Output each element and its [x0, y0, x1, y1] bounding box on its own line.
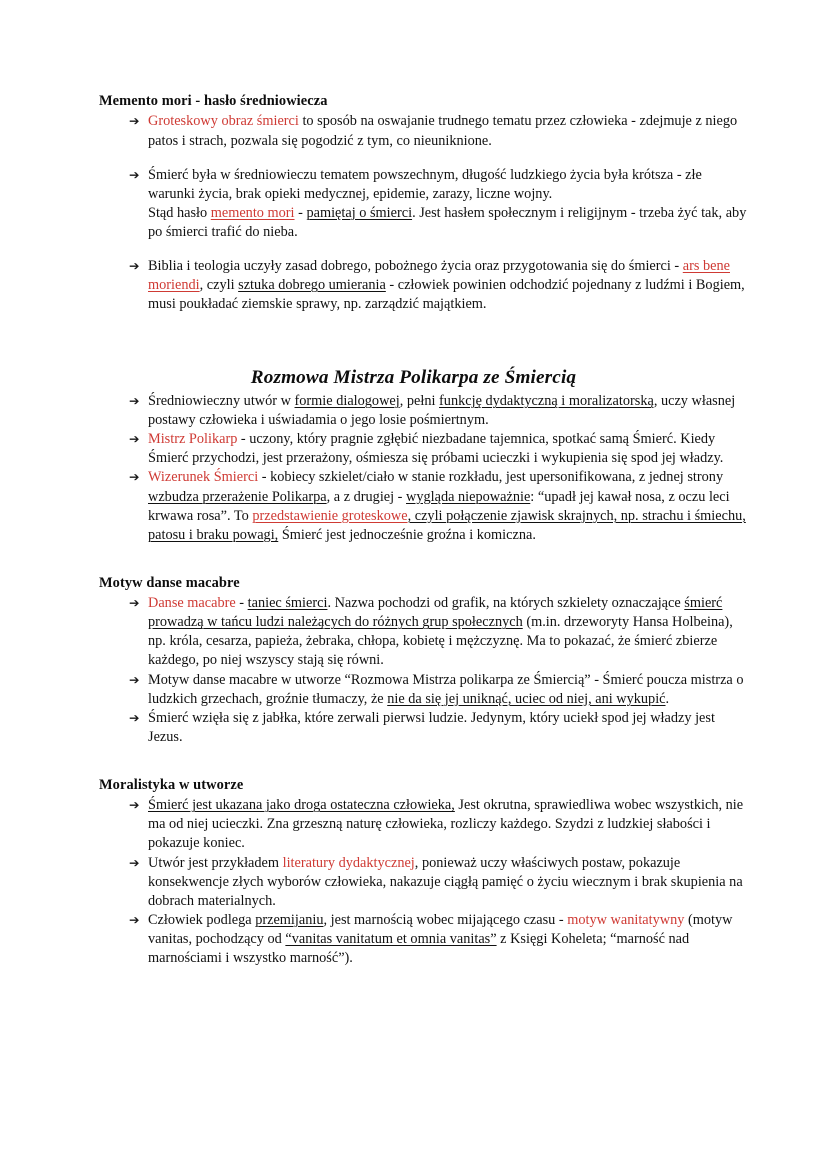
list-item — [99, 468, 750, 544]
list-item — [99, 430, 750, 468]
text-run: Stąd hasło — [148, 204, 211, 221]
arrow-bullet-icon: ➔ — [129, 595, 140, 611]
arrow-bullet-icon: ➔ — [129, 257, 140, 273]
list-item-text — [148, 469, 746, 542]
text-run: to sposób na oswajanie trudnego tematu przez człowieka - zdejmuje z niego patos i strach, pozwala się pogodzić z tym, co nieuniknione. — [148, 113, 738, 149]
text-run: Jest okrutna, sprawiedliwa wobec wszystkich, nie ma od niej ucieczki. Zna grzeszną naturę człowieka, rozliczy każdego. Szydzi z ludzkiej słabości i pokazuje koniec. — [148, 797, 744, 852]
text-run: Człowiek podlega — [148, 911, 256, 928]
text-run-highlight-underline: przedstawienie groteskowe — [252, 507, 408, 524]
list-item — [99, 392, 750, 430]
list-item-text — [148, 797, 743, 851]
list-item-text — [148, 113, 737, 148]
text-run: Śmierć jest jednocześnie groźna i komiczna. — [278, 526, 536, 543]
text-run: Biblia i teologia uczyły zasad dobrego, pobożnego życia oraz przygotowania się do śmierci - — [148, 257, 683, 274]
text-run-underline: taniec śmierci — [247, 595, 328, 612]
text-run: , ponieważ uczy właściwych postaw, pokazuje konsekwencje złych wyborów człowieka, nakazuje ciągłą pamięć o życiu wiecznym i brak skupienia na dobrach materialnych. — [148, 854, 743, 909]
text-run-underline: “vanitas vanitatum et omnia vanitas” — [285, 930, 497, 947]
text-run-highlight-underline: ars bene moriendi — [148, 257, 730, 293]
section-spacer — [99, 545, 750, 574]
section-spacer — [99, 747, 750, 776]
text-run-underline: przemijaniu — [255, 911, 324, 928]
arrow-bullet-icon: ➔ — [129, 393, 140, 409]
arrow-bullet-icon: ➔ — [129, 797, 140, 813]
text-run: Utwór jest przykładem — [148, 854, 283, 871]
arrow-bullet-icon: ➔ — [129, 166, 140, 182]
list-item — [99, 911, 750, 968]
text-run: Śmierć wzięła się z jabłka, które zerwali pierwsi ludzie. Jedynym, który uciekł spod jej władzy jest Jezus. — [148, 709, 715, 745]
text-run-underline: nie da się jej uniknąć, uciec od niej, ani wykupić — [387, 690, 666, 707]
text-run-highlight: literatury dydaktycznej — [282, 854, 415, 871]
bullet-list-moralistyka — [99, 796, 750, 968]
arrow-bullet-icon: ➔ — [129, 911, 140, 927]
section-heading-moralistyka: Moralistyka w utworze — [99, 776, 244, 793]
text-run-underline: wzbudza przerażenie Polikarpa — [148, 488, 327, 505]
arrow-bullet-icon: ➔ — [129, 671, 140, 687]
list-item — [99, 112, 750, 150]
text-run: : “upadł jej kawał nosa, z oczu leci krwawa rosa”. To — [148, 488, 730, 524]
text-run: Śmierć była w średniowieczu tematem powszechnym, długość ludzkiego życia była krótsza - złe warunki życia, brak opieki medycznej, epidemie, zarazy, liczne wojny. — [148, 166, 702, 202]
text-run-underline: , czyli połączenie zjawisk skrajnych, np. strachu i śmiechu, patosu i braku powagi, — [148, 507, 746, 543]
text-run: - człowiek powinien odchodzić pojednany z ludźmi i Bogiem, musi poukładać ziemskie sprawy, np. zarządzić majątkiem. — [148, 276, 745, 313]
list-item — [99, 854, 750, 911]
text-run-highlight: motyw wanitatywny — [567, 911, 685, 928]
text-run: , uczy własnej postawy człowieka i uświadamia o jego losie pośmiertnym. — [148, 393, 736, 429]
list-item — [99, 709, 750, 747]
text-run-underline: Śmierć jest ukazana jako droga ostateczna człowieka, — [148, 797, 455, 814]
list-item-text — [148, 912, 732, 966]
list-item-text — [148, 167, 746, 240]
list-item-text — [148, 855, 743, 909]
text-run: - — [294, 204, 307, 221]
text-run: . Nazwa pochodzi od grafik, na których szkielety oznaczające — [327, 595, 685, 612]
section-heading-danse-macabre: Motyw danse macabre — [99, 574, 240, 591]
text-run: Motyw danse macabre w utworze “Rozmowa Mistrza polikarpa ze Śmiercią” - Śmierć poucza mistrza o ludzkich grzechach, groźnie tłumaczy, że — [148, 671, 744, 707]
text-run-underline: funkcję dydaktyczną i moralizatorską — [439, 393, 654, 410]
list-item-text — [148, 258, 745, 312]
list-item — [99, 796, 750, 853]
list-item — [99, 257, 750, 314]
arrow-bullet-icon: ➔ — [129, 469, 140, 485]
arrow-bullet-icon: ➔ — [129, 113, 140, 129]
text-run: Średniowieczny utwór w — [148, 393, 295, 410]
text-run-highlight: Wizerunek Śmierci — [148, 469, 259, 486]
text-run: - — [235, 595, 248, 612]
text-run-underline: pamiętaj o śmierci — [306, 204, 413, 221]
list-item-text — [148, 595, 733, 668]
bullet-list-danse-macabre — [99, 594, 750, 747]
arrow-bullet-icon: ➔ — [129, 431, 140, 447]
text-run-highlight: Mistrz Polikarp — [148, 431, 238, 448]
text-run-highlight-underline: memento mori — [210, 204, 295, 221]
bullet-list-rozmowa — [99, 392, 750, 545]
text-run: (m.in. drzeworyty Hansa Holbeina), np. króla, cesarza, papieża, żebraka, chłopa, kobietę i mężczyznę. Ma to pokazać, że śmierć zbierze każdego, po niej wszyscy stają się równi. — [148, 614, 733, 669]
list-item-text — [148, 710, 715, 745]
text-run: - kobiecy szkielet/ciało w stanie rozkładu, jest upersonifikowana, z jednej strony — [258, 469, 724, 486]
text-run: z Księgi Koheleta; “marność nad marnościami i wszystko marność”). — [148, 930, 690, 966]
list-item — [99, 594, 750, 670]
text-run: , a z drugiej - — [326, 488, 407, 505]
list-item — [99, 671, 750, 709]
bullet-list-memento-mori — [99, 112, 750, 314]
text-run: - uczony, który pragnie zgłębić niezbadane tajemnica, spotkać samą Śmierć. Kiedy Śmierć przychodzi, jest przerażony, ośmiesza się próbami ucieczki i wykupienia się spod jej władzy. — [148, 431, 724, 467]
text-run: . — [665, 690, 670, 707]
text-run: (motyw vanitas, pochodzący od — [148, 911, 733, 947]
list-item-text — [148, 393, 735, 428]
paragraph-spacer — [99, 242, 750, 257]
list-item — [99, 166, 750, 242]
text-run: , czyli — [199, 276, 239, 293]
text-run: , pełni — [399, 393, 440, 410]
section-spacer — [99, 314, 750, 366]
arrow-bullet-icon: ➔ — [129, 709, 140, 725]
list-item-text — [148, 672, 743, 707]
text-run: . Jest hasłem społecznym i religijnym - trzeba żyć tak, aby po śmierci trafić do nieba. — [148, 204, 747, 240]
list-item-text — [148, 431, 723, 466]
paragraph-spacer — [99, 151, 750, 166]
text-run-highlight: Groteskowy obraz śmierci — [148, 113, 299, 130]
arrow-bullet-icon: ➔ — [129, 854, 140, 870]
text-run-highlight: Danse macabre — [148, 595, 236, 612]
text-run-underline: śmierć prowadzą w tańcu ludzi należących do różnych grup społecznych — [148, 595, 723, 631]
text-run: , jest marnością wobec mijającego czasu - — [323, 911, 568, 928]
text-run-underline: formie dialogowej — [294, 393, 400, 410]
section-heading-memento-mori: Memento mori - hasło średniowiecza — [99, 93, 328, 109]
text-run-underline: sztuka dobrego umierania — [238, 276, 386, 293]
work-title: Rozmowa Mistrza Polikarpa ze Śmiercią — [250, 367, 577, 389]
text-run-underline: wygląda niepoważnie — [406, 488, 531, 505]
